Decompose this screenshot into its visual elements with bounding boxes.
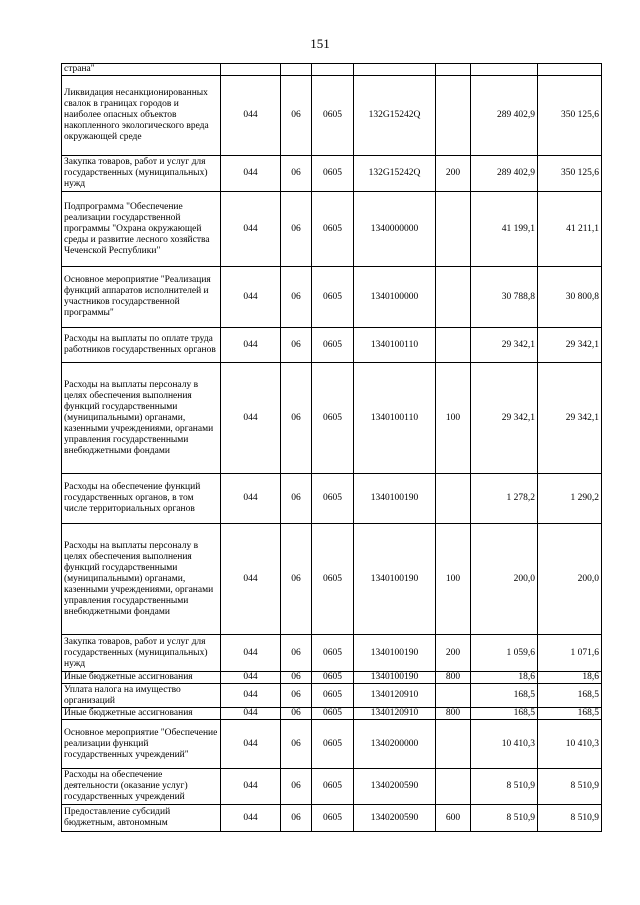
cell-name: Расходы на обеспечение деятельности (оказание услуг) государственных учреждений [62, 769, 221, 805]
cell-target-article: 1340100190 [354, 474, 436, 524]
table-row [62, 156, 602, 192]
cell-subsection: 0605 [312, 363, 354, 474]
cell-subsection: 0605 [312, 635, 354, 672]
cell-name: Предоставление субсидий бюджетным, автономным [62, 805, 221, 832]
cell-amount-2: 8 510,9 [538, 769, 602, 805]
cell-target-article: 1340120910 [354, 708, 436, 720]
cell-expense-type [436, 720, 471, 769]
cell-subsection: 0605 [312, 328, 354, 363]
cell-amount-1: 41 199,1 [471, 192, 538, 267]
cell-ministry: 044 [221, 684, 281, 708]
table-row [62, 720, 602, 769]
cell-section: 06 [281, 474, 312, 524]
cell-amount-2: 200,0 [538, 524, 602, 635]
cell-target-article: 1340100000 [354, 267, 436, 328]
cell-amount-1: 168,5 [471, 684, 538, 708]
cell-name: Ликвидация несанкционированных свалок в границах городов и наиболее опасных объектов накопленного экологического вреда окружающей среде [62, 76, 221, 156]
cell-section [281, 64, 312, 76]
cell-expense-type [436, 267, 471, 328]
cell-ministry: 044 [221, 363, 281, 474]
cell-subsection: 0605 [312, 192, 354, 267]
cell-section: 06 [281, 267, 312, 328]
cell-section: 06 [281, 769, 312, 805]
cell-amount-1: 10 410,3 [471, 720, 538, 769]
table-row [62, 64, 602, 76]
cell-subsection: 0605 [312, 474, 354, 524]
table-row [62, 267, 602, 328]
cell-section: 06 [281, 684, 312, 708]
cell-amount-2: 10 410,3 [538, 720, 602, 769]
cell-name: Иные бюджетные ассигнования [62, 672, 221, 684]
cell-amount-2: 350 125,6 [538, 156, 602, 192]
table-row [62, 328, 602, 363]
cell-target-article: 1340100110 [354, 328, 436, 363]
cell-target-article: 1340120910 [354, 684, 436, 708]
cell-ministry: 044 [221, 267, 281, 328]
cell-section: 06 [281, 156, 312, 192]
cell-target-article: 1340000000 [354, 192, 436, 267]
cell-amount-1: 29 342,1 [471, 328, 538, 363]
cell-amount-2: 350 125,6 [538, 76, 602, 156]
cell-ministry: 044 [221, 328, 281, 363]
cell-section: 06 [281, 76, 312, 156]
cell-amount-1: 8 510,9 [471, 805, 538, 832]
cell-section: 06 [281, 328, 312, 363]
cell-name: Закупка товаров, работ и услуг для государственных (муниципальных) нужд [62, 156, 221, 192]
cell-subsection: 0605 [312, 684, 354, 708]
cell-ministry: 044 [221, 635, 281, 672]
cell-name: Уплата налога на имущество организаций [62, 684, 221, 708]
cell-amount-1: 1 059,6 [471, 635, 538, 672]
cell-expense-type: 800 [436, 708, 471, 720]
table-row [62, 672, 602, 684]
cell-section: 06 [281, 192, 312, 267]
cell-amount-1: 18,6 [471, 672, 538, 684]
cell-amount-1 [471, 64, 538, 76]
cell-amount-2: 30 800,8 [538, 267, 602, 328]
cell-expense-type [436, 192, 471, 267]
cell-expense-type [436, 684, 471, 708]
cell-section: 06 [281, 635, 312, 672]
cell-expense-type: 100 [436, 363, 471, 474]
cell-ministry: 044 [221, 672, 281, 684]
cell-expense-type [436, 64, 471, 76]
cell-ministry: 044 [221, 156, 281, 192]
cell-ministry: 044 [221, 805, 281, 832]
table-row [62, 192, 602, 267]
cell-target-article: 1340100190 [354, 672, 436, 684]
cell-ministry: 044 [221, 769, 281, 805]
cell-subsection: 0605 [312, 805, 354, 832]
cell-target-article: 1340200000 [354, 720, 436, 769]
cell-amount-2: 29 342,1 [538, 328, 602, 363]
cell-ministry: 044 [221, 708, 281, 720]
cell-expense-type: 100 [436, 524, 471, 635]
table-body [62, 64, 602, 832]
cell-amount-2: 18,6 [538, 672, 602, 684]
cell-target-article: 1340200590 [354, 805, 436, 832]
cell-amount-1: 8 510,9 [471, 769, 538, 805]
cell-target-article: 1340200590 [354, 769, 436, 805]
cell-name: Закупка товаров, работ и услуг для государственных (муниципальных) нужд [62, 635, 221, 672]
cell-section: 06 [281, 363, 312, 474]
cell-name: Основное мероприятие "Обеспечение реализации функций государственных учреждений" [62, 720, 221, 769]
cell-amount-1: 1 278,2 [471, 474, 538, 524]
cell-expense-type [436, 328, 471, 363]
cell-subsection: 0605 [312, 267, 354, 328]
table-row [62, 805, 602, 832]
cell-expense-type [436, 76, 471, 156]
cell-subsection: 0605 [312, 708, 354, 720]
table-row [62, 684, 602, 708]
cell-ministry: 044 [221, 524, 281, 635]
cell-amount-2: 1 071,6 [538, 635, 602, 672]
cell-subsection: 0605 [312, 672, 354, 684]
cell-expense-type: 600 [436, 805, 471, 832]
cell-section: 06 [281, 524, 312, 635]
cell-target-article: 132G15242Q [354, 76, 436, 156]
cell-section: 06 [281, 672, 312, 684]
cell-target-article: 1340100110 [354, 363, 436, 474]
cell-expense-type: 800 [436, 672, 471, 684]
cell-expense-type: 200 [436, 635, 471, 672]
cell-ministry: 044 [221, 720, 281, 769]
cell-name: Расходы на обеспечение функций государственных органов, в том числе территориальных органов [62, 474, 221, 524]
cell-subsection: 0605 [312, 76, 354, 156]
page-number: 151 [310, 36, 330, 51]
cell-target-article: 1340100190 [354, 524, 436, 635]
cell-name: Расходы на выплаты персоналу в целях обеспечения выполнения функций государственными (муниципальными) органами, казенными учреждениями, органами управления государственными внебюджетными фондами [62, 363, 221, 474]
cell-name: Расходы на выплаты по оплате труда работников государственных органов [62, 328, 221, 363]
cell-section: 06 [281, 805, 312, 832]
cell-name: Расходы на выплаты персоналу в целях обеспечения выполнения функций государственными (муниципальными) органами, казенными учреждениями, органами управления государственными внебюджетными фондами [62, 524, 221, 635]
cell-amount-2: 168,5 [538, 684, 602, 708]
cell-ministry: 044 [221, 474, 281, 524]
cell-amount-1: 289 402,9 [471, 76, 538, 156]
cell-amount-1: 168,5 [471, 708, 538, 720]
budget-table [61, 63, 602, 832]
cell-expense-type [436, 769, 471, 805]
cell-subsection: 0605 [312, 769, 354, 805]
cell-ministry [221, 64, 281, 76]
cell-expense-type [436, 474, 471, 524]
cell-amount-1: 200,0 [471, 524, 538, 635]
table-row [62, 708, 602, 720]
table-row [62, 524, 602, 635]
cell-section: 06 [281, 708, 312, 720]
table-row [62, 474, 602, 524]
cell-name: Основное мероприятие "Реализация функций аппаратов исполнителей и участников государственной программы" [62, 267, 221, 328]
cell-subsection: 0605 [312, 524, 354, 635]
cell-target-article: 1340100190 [354, 635, 436, 672]
cell-amount-2: 8 510,9 [538, 805, 602, 832]
cell-amount-2: 41 211,1 [538, 192, 602, 267]
cell-amount-2: 1 290,2 [538, 474, 602, 524]
cell-name: Подпрограмма "Обеспечение реализации государственной программы "Охрана окружающей среды и развитие лесного хозяйства Чеченской Республики" [62, 192, 221, 267]
cell-ministry: 044 [221, 76, 281, 156]
cell-amount-2 [538, 64, 602, 76]
cell-amount-1: 289 402,9 [471, 156, 538, 192]
cell-subsection [312, 64, 354, 76]
table-row [62, 635, 602, 672]
cell-subsection: 0605 [312, 156, 354, 192]
cell-section: 06 [281, 720, 312, 769]
cell-ministry: 044 [221, 192, 281, 267]
cell-expense-type: 200 [436, 156, 471, 192]
cell-amount-2: 168,5 [538, 708, 602, 720]
cell-subsection: 0605 [312, 720, 354, 769]
cell-name: Иные бюджетные ассигнования [62, 708, 221, 720]
cell-name: страна" [62, 64, 221, 76]
cell-target-article [354, 64, 436, 76]
cell-target-article: 132G15242Q [354, 156, 436, 192]
table-row [62, 76, 602, 156]
table-row [62, 363, 602, 474]
cell-amount-1: 29 342,1 [471, 363, 538, 474]
table-row [62, 769, 602, 805]
cell-amount-2: 29 342,1 [538, 363, 602, 474]
cell-amount-1: 30 788,8 [471, 267, 538, 328]
